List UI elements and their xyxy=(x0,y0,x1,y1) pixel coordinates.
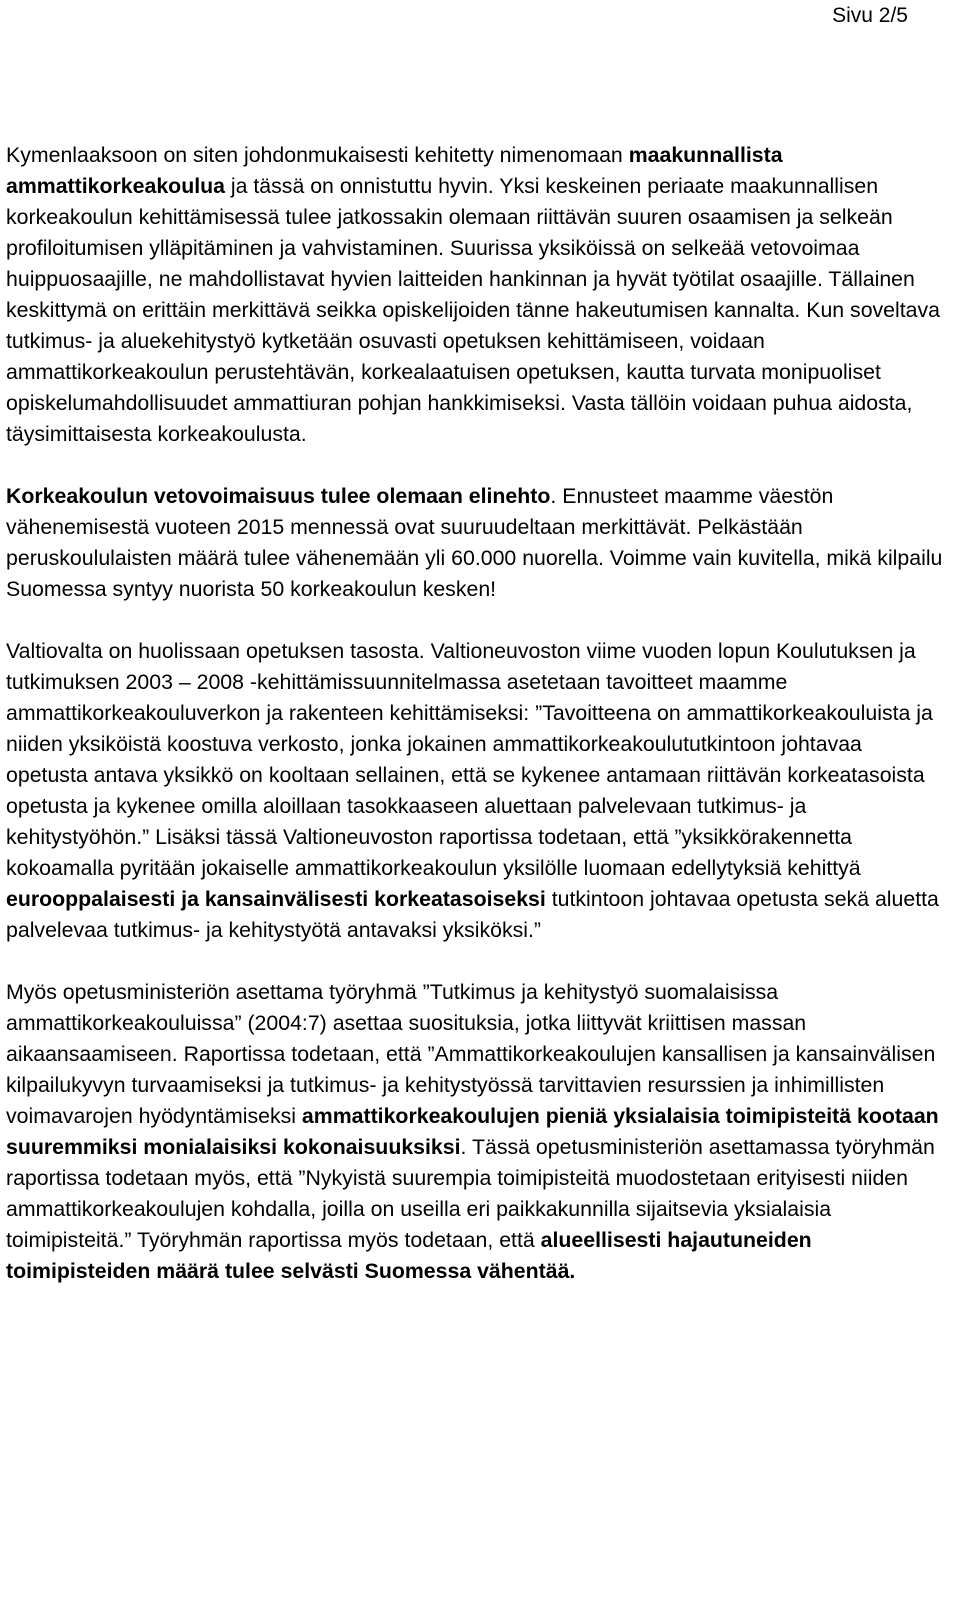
page-number: Sivu 2/5 xyxy=(832,4,908,27)
bold-text-run: Korkeakoulun vetovoimaisuus tulee olemaan elinehto xyxy=(6,484,551,508)
text-run: . Tässä opetusministeriön asettamassa työryhmän raportissa todetaan myös, että ”Nykyistä suurempia toimipisteitä muodostetaan erityisesti niiden ammattikorkeakoulujen kohdalla, joilla on useilla eri paikkakunnilla sijaitsevia yksialaisia toimipisteitä.” Työryhmän raportissa myös todetaan, että xyxy=(6,1135,935,1252)
paragraph-1 xyxy=(6,140,946,450)
paragraph-4 xyxy=(6,977,946,1287)
bold-text-run: ammattikorkeakoulujen pieniä yksialaisia toimipisteitä kootaan suuremmiksi monialaisiksi kokonaisuuksiksi xyxy=(6,1104,939,1159)
text-run: Valtiovalta on huolissaan opetuksen tasosta. Valtioneuvoston viime vuoden lopun Koulutuksen ja tutkimuksen 2003 – 2008 -kehittämissuunnitelmassa asetetaan tavoitteet maamme ammattikorkeakouluverkon ja rakenteen kehittämiseksi: ”Tavoitteena on ammattikorkeakouluista ja niiden yksiköistä koostuva verkosto, jonka jokainen ammattikorkeakoulututkintoon johtavaa opetusta antava yksikkö on kooltaan sellainen, että se kykenee antamaan riittävän korkeatasoista opetusta ja kykenee omilla aloillaan tasokkaaseen aluettaan palvelevaan tutkimus- ja kehitystyöhön.” Lisäksi tässä Valtioneuvoston raportissa todetaan, että ”yksikkörakennetta kokoamalla pyritään jokaiselle ammattikorkeakoulun yksilölle luomaan edellytyksiä kehittyä xyxy=(6,639,933,880)
text-run: . Ennusteet maamme väestön vähenemisestä vuoteen 2015 mennessä ovat suuruudeltaan merkittävät. Pelkästään peruskoululaisten määrä tulee vähenemään yli 60.000 nuorella. Voimme vain kuvitella, mikä kilpailu Suomessa syntyy nuorista 50 korkeakoulun kesken! xyxy=(6,484,943,601)
bold-text-run: maakunnallista ammattikorkeakoulua xyxy=(6,143,783,198)
paragraph-2 xyxy=(6,481,946,605)
text-run: tutkintoon johtavaa opetusta sekä aluetta palvelevaa tutkimus- ja kehitystyötä antavaksi yksiköksi.” xyxy=(6,887,939,942)
paragraph-3 xyxy=(6,636,946,946)
document-body xyxy=(6,140,946,1318)
text-run: Myös opetusministeriön asettama työryhmä ”Tutkimus ja kehitystyö suomalaisissa ammattikorkeakouluissa” (2004:7) asettaa suosituksia, jotka liittyvät kriittisen massan aikaansaamiseen. Raportissa todetaan, että ”Ammattikorkeakoulujen kansallisen ja kansainvälisen kilpailukyvyn turvaamiseksi ja tutkimus- ja kehitystyössä tarvittavien resurssien ja inhimillisten voimavarojen hyödyntämiseksi xyxy=(6,980,936,1128)
bold-text-run: alueellisesti hajautuneiden toimipisteiden määrä tulee selvästi Suomessa vähentää. xyxy=(6,1228,812,1283)
bold-text-run: eurooppalaisesti ja kansainvälisesti korkeatasoiseksi xyxy=(6,887,546,911)
text-run: Kymenlaaksoon on siten johdonmukaisesti kehitetty nimenomaan xyxy=(6,143,629,167)
text-run: ja tässä on onnistuttu hyvin. Yksi keskeinen periaate maakunnallisen korkeakoulun kehittämisessä tulee jatkossakin olemaan riittävän suuren osaamisen ja selkeän profiloitumisen ylläpitäminen ja vahvistaminen. Suurissa yksiköissä on selkeää vetovoimaa huippuosaajille, ne mahdollistavat hyvien laitteiden hankinnan ja hyvät työtilat osaajille. Tällainen keskittymä on erittäin merkittävä seikka opiskelijoiden tänne hakeutumisen kannalta. Kun soveltava tutkimus- ja aluekehitystyö kytketään osuvasti opetuksen kehittämiseen, voidaan ammattikorkeakoulun perustehtävän, korkealaatuisen opetuksen, kautta turvata monipuoliset opiskelumahdollisuudet ammattiuran pohjan hankkimiseksi. Vasta tällöin voidaan puhua aidosta, täysimittaisesta korkeakoulusta. xyxy=(6,174,941,446)
